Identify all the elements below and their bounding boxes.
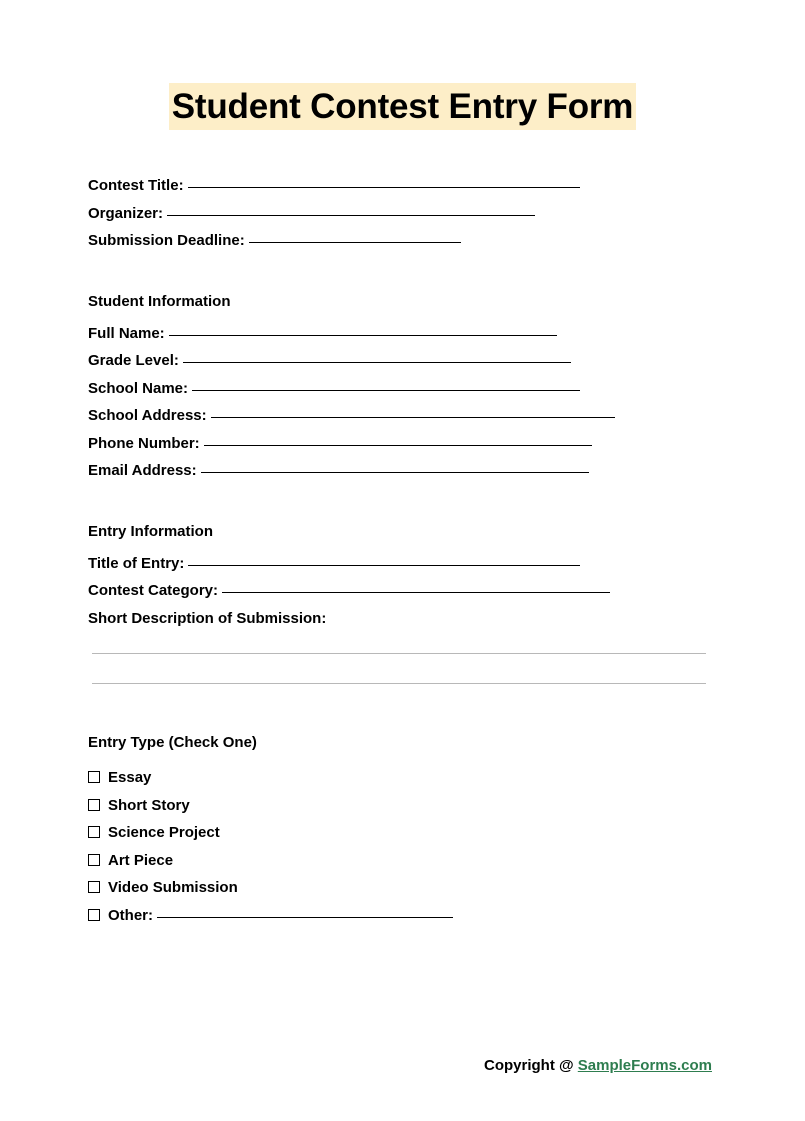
checkbox-row-other[interactable] <box>88 902 717 930</box>
field-organizer <box>88 200 717 228</box>
field-submission-deadline <box>88 227 717 255</box>
form-page <box>0 83 805 1121</box>
field-input-rule[interactable] <box>249 230 461 243</box>
field-label: Contest Title: <box>88 177 184 195</box>
field-email-address <box>88 457 717 485</box>
field-input-rule[interactable] <box>167 203 535 216</box>
section-heading: Student Information <box>88 292 231 310</box>
checkbox-icon[interactable] <box>88 854 100 866</box>
field-school-address <box>88 402 717 430</box>
field-label: Short Description of Submission: <box>88 609 327 627</box>
field-contest-title <box>88 172 717 200</box>
field-title-of-entry <box>88 550 717 578</box>
description-writing-area[interactable] <box>88 652 717 684</box>
section-student-information <box>88 293 717 485</box>
field-short-description-label <box>88 605 717 633</box>
checkbox-row-essay[interactable] <box>88 764 717 792</box>
section-entry-type <box>88 734 717 929</box>
field-label: School Name: <box>88 379 189 397</box>
checkbox-label: Science Project <box>108 824 220 842</box>
field-input-rule[interactable] <box>169 323 557 336</box>
checkbox-row-science-project[interactable] <box>88 819 717 847</box>
field-label: Organizer: <box>88 204 164 222</box>
field-label: Full Name: <box>88 324 165 342</box>
field-label: Phone Number: <box>88 434 200 452</box>
field-school-name <box>88 375 717 403</box>
field-label: Title of Entry: <box>88 554 185 572</box>
page-title-wrapper <box>88 83 717 130</box>
checkbox-row-short-story[interactable] <box>88 792 717 820</box>
field-grade-level <box>88 347 717 375</box>
field-input-rule[interactable] <box>157 905 453 918</box>
field-input-rule[interactable] <box>192 378 580 391</box>
copyright-text: Copyright @ <box>483 1057 574 1074</box>
description-rule-1[interactable] <box>92 652 706 654</box>
field-input-rule[interactable] <box>204 433 592 446</box>
checkbox-label: Video Submission <box>108 879 238 897</box>
section-heading: Entry Information <box>88 522 214 540</box>
sampleforms-link[interactable]: SampleForms.com <box>577 1057 712 1074</box>
field-label: Contest Category: <box>88 582 219 600</box>
field-input-rule[interactable] <box>211 405 615 418</box>
checkbox-row-art-piece[interactable] <box>88 847 717 875</box>
checkbox-label: Essay <box>108 769 152 787</box>
checkbox-row-video-submission[interactable] <box>88 874 717 902</box>
field-phone-number <box>88 430 717 458</box>
field-input-rule[interactable] <box>222 580 610 593</box>
checkbox-label: Other: <box>108 906 153 924</box>
section-entry-information <box>88 523 717 685</box>
field-label: School Address: <box>88 407 207 425</box>
field-input-rule[interactable] <box>188 553 580 566</box>
checkbox-label: Art Piece <box>108 851 174 869</box>
checkbox-icon[interactable] <box>88 881 100 893</box>
checkbox-icon[interactable] <box>88 771 100 783</box>
checkbox-icon[interactable] <box>88 799 100 811</box>
description-rule-2[interactable] <box>92 682 706 684</box>
checkbox-label: Short Story <box>108 796 190 814</box>
checkbox-icon[interactable] <box>88 826 100 838</box>
field-contest-category <box>88 577 717 605</box>
field-label: Submission Deadline: <box>88 232 245 250</box>
checkbox-icon[interactable] <box>88 909 100 921</box>
field-input-rule[interactable] <box>201 460 589 473</box>
field-input-rule[interactable] <box>183 350 571 363</box>
section-heading: Entry Type (Check One) <box>88 734 257 752</box>
page-title: Student Contest Entry Form <box>169 83 636 130</box>
field-label: Grade Level: <box>88 352 179 370</box>
top-fields-group <box>88 172 717 255</box>
field-full-name <box>88 320 717 348</box>
field-label: Email Address: <box>88 462 197 480</box>
field-input-rule[interactable] <box>188 175 580 188</box>
footer <box>484 1057 712 1074</box>
